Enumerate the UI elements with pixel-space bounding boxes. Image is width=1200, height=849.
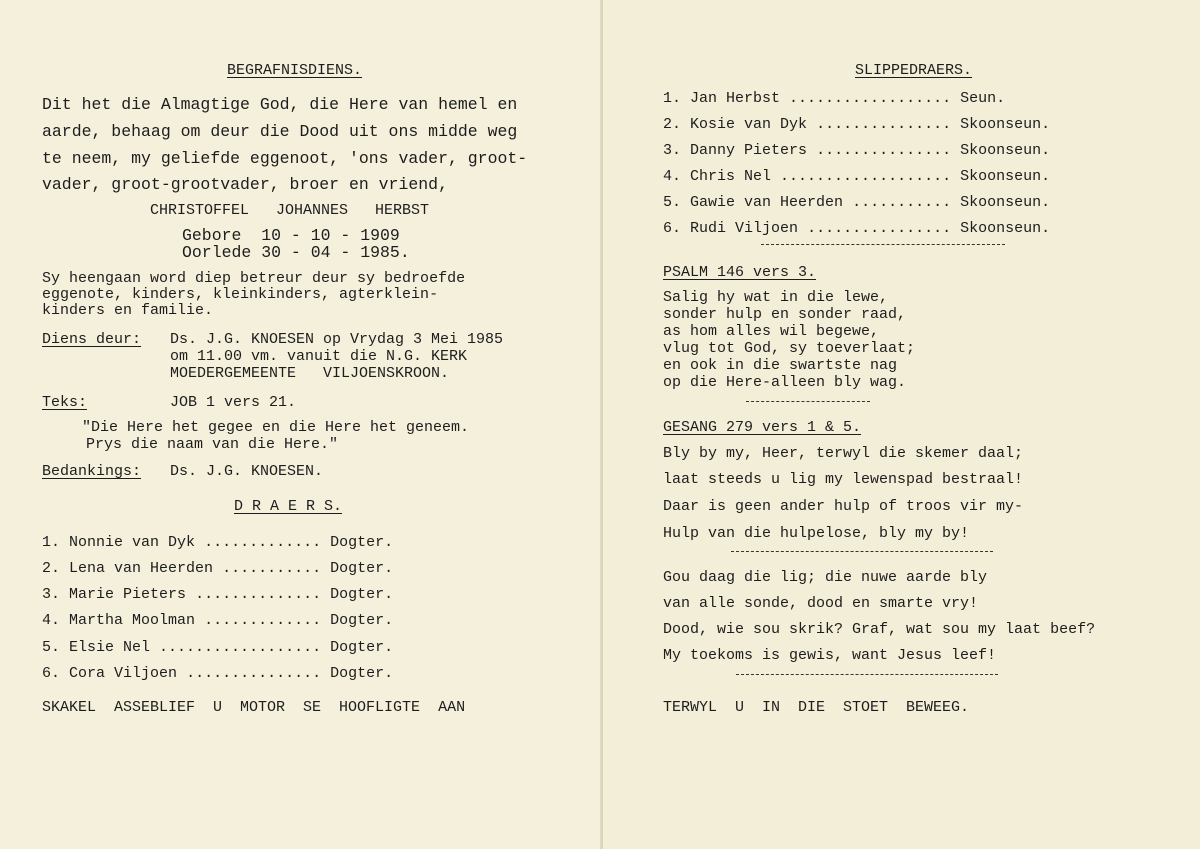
mourned-line-3: kinders en familie. xyxy=(42,302,214,319)
list-item xyxy=(663,117,1050,133)
birth-date: Gebore 10 - 10 - 1909 xyxy=(182,226,400,245)
leader-dots: ........... xyxy=(843,194,952,211)
intro-line-2: aarde, behaag om deur die Dood uit ons midde weg xyxy=(42,122,518,141)
pallbearer-name: Kosie van Dyk xyxy=(690,116,808,133)
psalm-line-3: as hom alles wil begewe, xyxy=(663,323,880,340)
service-label: Diens deur: xyxy=(42,331,142,348)
bearer-num: 1. xyxy=(42,534,61,551)
bearer-role: Dogter. xyxy=(330,586,394,603)
hymn-verse5-line-2: van alle sonde, dood en smarte vry! xyxy=(663,595,979,612)
bearers-title: D R A E R S. xyxy=(234,498,343,515)
service-line-2: om 11.00 vm. vanuit die N.G. KERK xyxy=(170,348,468,365)
intro-line-3: te neem, my geliefde eggenoot, 'ons vader, groot- xyxy=(42,149,528,168)
list-item xyxy=(663,91,1005,107)
service-title: BEGRAFNISDIENS. xyxy=(227,62,363,79)
divider-rule xyxy=(731,551,993,552)
bearer-name: Marie Pieters xyxy=(69,586,187,603)
hymn-verse5-line-3: Dood, wie sou skrik? Graf, wat sou my laat beef? xyxy=(663,621,1096,638)
bearer-role: Dogter. xyxy=(330,612,394,629)
bearer-name: Elsie Nel xyxy=(69,639,151,656)
pallbearer-role: Skoonseun. xyxy=(960,220,1051,237)
intro-line-4: vader, groot-grootvader, broer en vriend, xyxy=(42,175,448,194)
pallbearer-role: Skoonseun. xyxy=(960,168,1051,185)
hymn-title: GESANG 279 vers 1 & 5. xyxy=(663,419,862,436)
scripture-ref: JOB 1 vers 21. xyxy=(170,394,297,411)
leader-dots: ............... xyxy=(807,142,952,159)
psalm-line-5: en ook in die swartste nag xyxy=(663,357,898,374)
bearer-role: Dogter. xyxy=(330,534,394,551)
intro-line-1: Dit het die Almagtige God, die Here van hemel en xyxy=(42,95,518,114)
bearer-role: Dogter. xyxy=(330,665,394,682)
divider-rule xyxy=(746,401,870,402)
pallbearer-role: Skoonseun. xyxy=(960,142,1051,159)
leader-dots: ............... xyxy=(807,116,952,133)
list-item xyxy=(663,143,1050,159)
psalm-line-6: op die Here-alleen bly wag. xyxy=(663,374,907,391)
hymn-verse1-line-4: Hulp van die hulpelose, bly my by! xyxy=(663,525,970,542)
pallbearer-num: 2. xyxy=(663,116,682,133)
pallbearer-name: Gawie van Heerden xyxy=(690,194,844,211)
leader-dots: ................... xyxy=(771,168,952,185)
hymn-verse5-line-1: Gou daag die lig; die nuwe aarde bly xyxy=(663,569,988,586)
bearer-num: 4. xyxy=(42,612,61,629)
pallbearer-num: 4. xyxy=(663,168,682,185)
pallbearer-role: Seun. xyxy=(960,90,1006,107)
hymn-verse1-line-2: laat steeds u lig my lewenspad bestraal! xyxy=(663,471,1024,488)
list-item xyxy=(42,613,393,629)
leader-dots: ........... xyxy=(213,560,322,577)
leader-dots: .............. xyxy=(186,586,322,603)
pallbearer-num: 1. xyxy=(663,90,682,107)
service-line-1: Ds. J.G. KNOESEN op Vrydag 3 Mei 1985 xyxy=(170,331,504,348)
pallbearers-title: SLIPPEDRAERS. xyxy=(855,62,973,79)
death-date: Oorlede 30 - 04 - 1985. xyxy=(182,243,410,262)
list-item xyxy=(42,666,393,682)
pallbearer-num: 3. xyxy=(663,142,682,159)
psalm-line-2: sonder hulp en sonder raad, xyxy=(663,306,907,323)
bearer-role: Dogter. xyxy=(330,560,394,577)
mourned-line-2: eggenote, kinders, kleinkinders, agterklein- xyxy=(42,286,439,303)
bearer-role: Dogter. xyxy=(330,639,394,656)
pallbearer-name: Chris Nel xyxy=(690,168,772,185)
bearer-num: 2. xyxy=(42,560,61,577)
bearer-name: Lena van Heerden xyxy=(69,560,214,577)
service-line-3: MOEDERGEMEENTE VILJOENSKROON. xyxy=(170,365,450,382)
pallbearer-role: Skoonseun. xyxy=(960,194,1051,211)
pallbearer-name: Rudi Viljoen xyxy=(690,220,799,237)
bearer-num: 3. xyxy=(42,586,61,603)
headlights-notice-left: SKAKEL ASSEBLIEF U MOTOR SE HOOFLIGTE AAN xyxy=(42,699,466,716)
pallbearer-name: Jan Herbst xyxy=(690,90,781,107)
pallbearer-num: 6. xyxy=(663,220,682,237)
mourned-line-1: Sy heengaan word diep betreur deur sy bedroefde xyxy=(42,270,466,287)
text-label: Teks: xyxy=(42,394,88,411)
list-item xyxy=(663,195,1050,211)
bearer-name: Cora Viljoen xyxy=(69,665,178,682)
list-item xyxy=(42,535,393,551)
leader-dots: .................. xyxy=(780,90,952,107)
list-item xyxy=(663,221,1050,237)
divider-rule xyxy=(736,674,998,675)
thanks-label: Bedankings: xyxy=(42,463,142,480)
leader-dots: .................. xyxy=(150,639,322,656)
bearer-num: 5. xyxy=(42,639,61,656)
right-page xyxy=(603,0,1200,849)
bearer-name: Martha Moolman xyxy=(69,612,196,629)
list-item xyxy=(663,169,1050,185)
leader-dots: ............... xyxy=(177,665,322,682)
quote-line-2: Prys die naam van die Here." xyxy=(86,436,339,453)
bearer-name: Nonnie van Dyk xyxy=(69,534,196,551)
hymn-verse5-line-4: My toekoms is gewis, want Jesus leef! xyxy=(663,647,997,664)
bearer-num: 6. xyxy=(42,665,61,682)
list-item xyxy=(42,587,393,603)
headlights-notice-right: TERWYL U IN DIE STOET BEWEEG. xyxy=(663,699,970,716)
leader-dots: ............. xyxy=(195,612,322,629)
pallbearer-role: Skoonseun. xyxy=(960,116,1051,133)
thanks-value: Ds. J.G. KNOESEN. xyxy=(170,463,324,480)
leader-dots: ................ xyxy=(798,220,952,237)
list-item xyxy=(42,640,393,656)
hymn-verse1-line-1: Bly by my, Heer, terwyl die skemer daal; xyxy=(663,445,1024,462)
hymn-verse1-line-3: Daar is geen ander hulp of troos vir my- xyxy=(663,498,1024,515)
divider-rule xyxy=(761,244,1005,245)
psalm-line-1: Salig hy wat in die lewe, xyxy=(663,289,889,306)
quote-line-1: "Die Here het gegee en die Here het geneem. xyxy=(82,419,470,436)
pallbearer-name: Danny Pieters xyxy=(690,142,808,159)
psalm-title: PSALM 146 vers 3. xyxy=(663,264,817,281)
deceased-name: CHRISTOFFEL JOHANNES HERBST xyxy=(150,202,430,219)
psalm-line-4: vlug tot God, sy toeverlaat; xyxy=(663,340,916,357)
pallbearer-num: 5. xyxy=(663,194,682,211)
leader-dots: ............. xyxy=(195,534,322,551)
list-item xyxy=(42,561,393,577)
